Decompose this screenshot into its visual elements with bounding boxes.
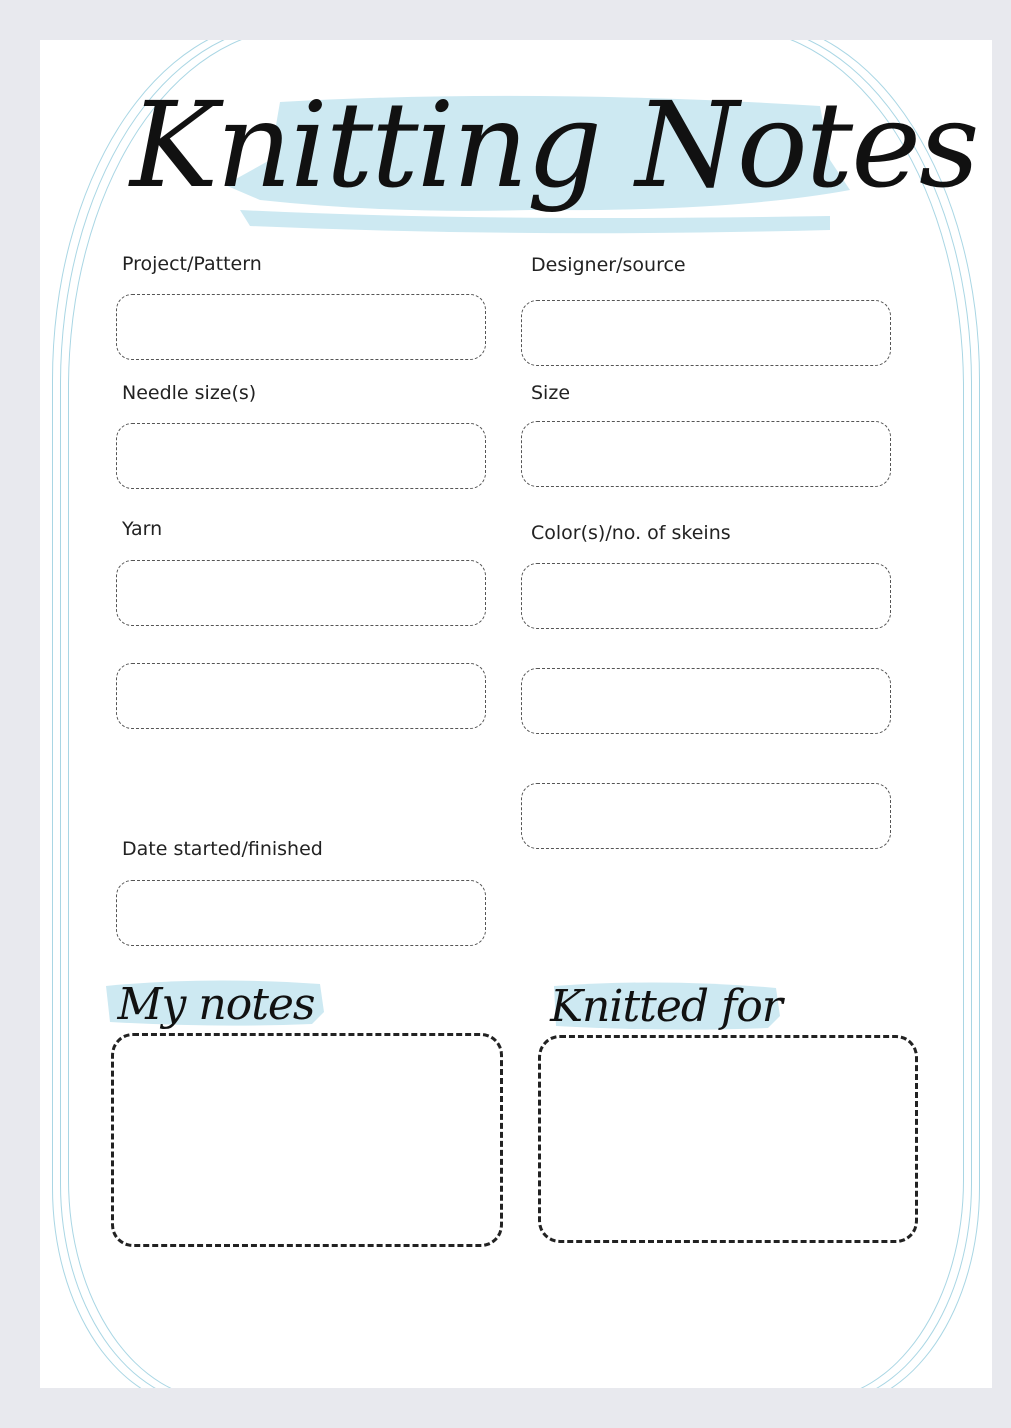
page-title: Knitting Notes xyxy=(130,76,978,214)
colors-skeins-label: Color(s)/no. of skeins xyxy=(531,522,731,544)
knitted-for-box[interactable] xyxy=(538,1035,918,1243)
colors-skeins-field-2[interactable] xyxy=(521,668,891,734)
my-notes-heading-block xyxy=(96,972,336,1042)
yarn-field-1[interactable] xyxy=(116,560,486,626)
size-field[interactable] xyxy=(521,421,891,487)
needle-sizes-label: Needle size(s) xyxy=(122,382,257,404)
colors-skeins-field-1[interactable] xyxy=(521,563,891,629)
designer-source-field[interactable] xyxy=(521,300,891,366)
yarn-label: Yarn xyxy=(122,518,163,540)
page-title-block xyxy=(130,60,978,250)
size-label: Size xyxy=(531,382,571,404)
needle-sizes-field[interactable] xyxy=(116,423,486,489)
project-pattern-label: Project/Pattern xyxy=(122,253,262,275)
designer-source-label: Designer/source xyxy=(531,254,686,276)
colors-skeins-field-3[interactable] xyxy=(521,783,891,849)
my-notes-box[interactable] xyxy=(111,1033,503,1247)
knitted-for-heading: Knitted for xyxy=(550,981,782,1032)
date-started-finished-label: Date started/finished xyxy=(122,838,323,860)
knitted-for-heading-block xyxy=(546,974,786,1044)
project-pattern-field[interactable] xyxy=(116,294,486,360)
date-started-finished-field[interactable] xyxy=(116,880,486,946)
my-notes-heading: My notes xyxy=(117,979,315,1030)
planner-page xyxy=(40,40,992,1388)
yarn-field-2[interactable] xyxy=(116,663,486,729)
